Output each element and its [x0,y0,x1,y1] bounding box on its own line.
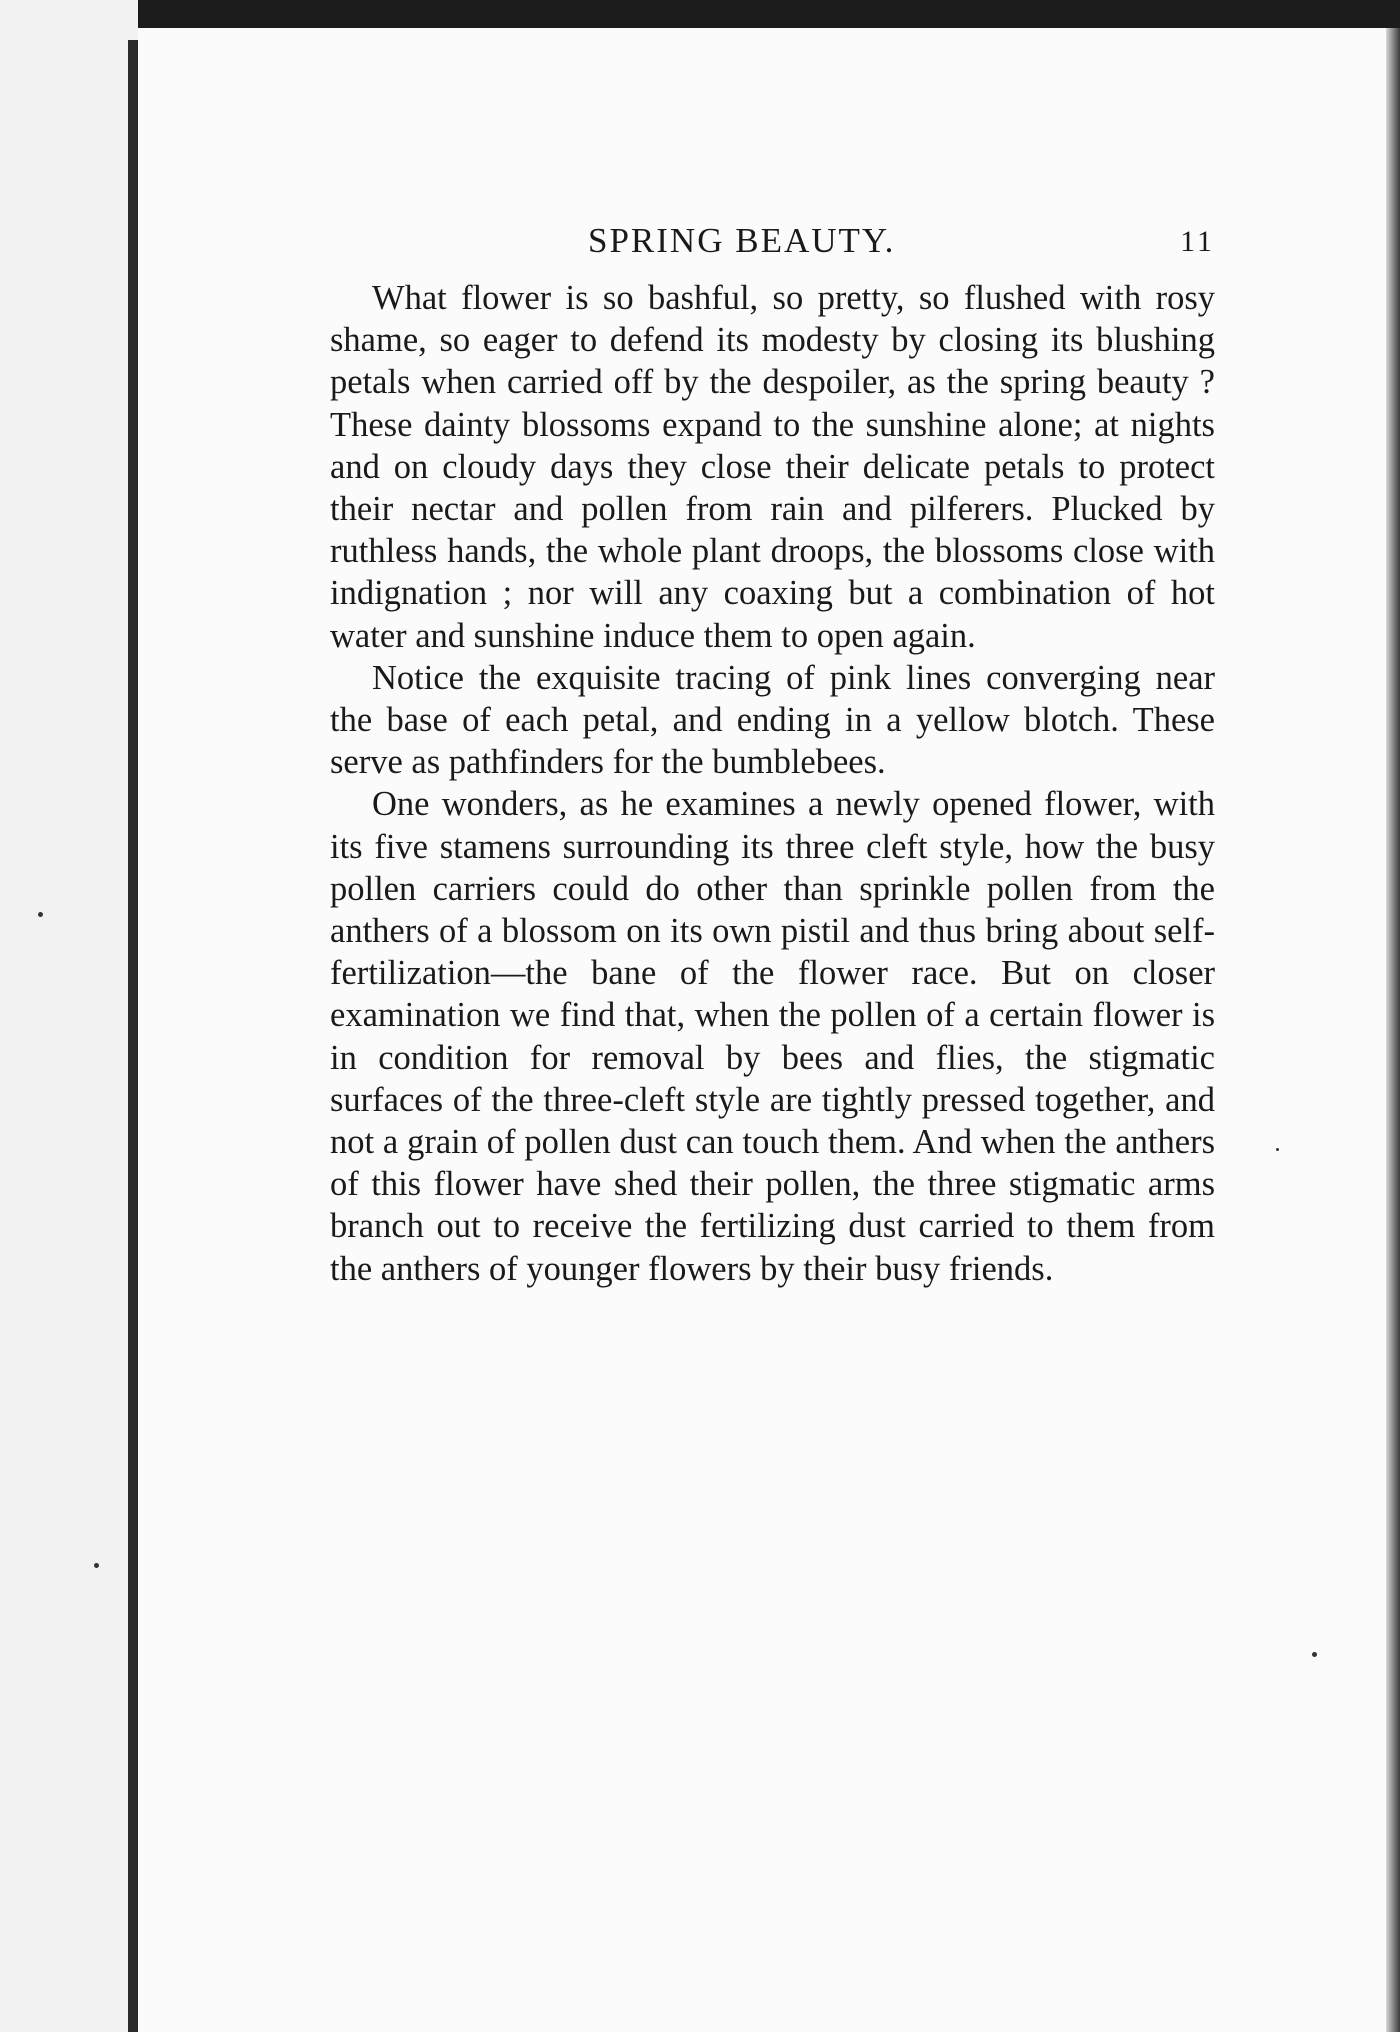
scan-speck [94,1563,99,1568]
paragraph-1: What flower is so bashful, so pretty, so flushed with rosy shame, so eager to defend its modesty by closing its blushing petals when carried off by the despoiler, as the spring beauty ? These dainty blossoms expand to the sunshine alone; at nights and on cloudy days they close their delicate petals to protect their nectar and pollen from rain and pilferers. Plucked by ruthless hands, the whole plant droops, the blossoms close with indignation ; nor will any coaxing but a combination of hot water and sunshine induce them to open again. [330,279,1215,655]
paragraph-2: Notice the exquisite tracing of pink lines converging near the base of each petal, and ending in a yellow blotch. These serve as pathfinders for the bumblebees. [330,658,1215,782]
scan-speck [1276,1148,1279,1151]
page-right-edge [1386,28,1400,2032]
book-gutter [128,40,138,2032]
page-number: 11 [1180,225,1215,258]
scan-speck [38,912,43,917]
running-title: SPRING BEAUTY. [588,221,896,260]
left-page-margin [0,0,138,2032]
running-head [330,215,1215,277]
paragraph-3: One wonders, as he examines a newly opened flower, with its five stamens surrounding its three cleft style, how the busy pollen carriers could do other than sprinkle pollen from the anthers of a blossom on its own pistil and thus bring about self-fertilization—the bane of the flower race. But on closer examination we find that, when the pollen of a certain flower is in condition for removal by bees and flies, the stigmatic surfaces of the three-cleft style are tightly pressed together, and not a grain of pollen dust can touch them. And when the anthers of this flower have shed their pollen, the three stigmatic arms branch out to receive the fertilizing dust carried to them from the anthers of younger flowers by their busy friends. [330,785,1215,1288]
scan-speck [1312,1652,1317,1657]
page-text-block [330,215,1215,1290]
